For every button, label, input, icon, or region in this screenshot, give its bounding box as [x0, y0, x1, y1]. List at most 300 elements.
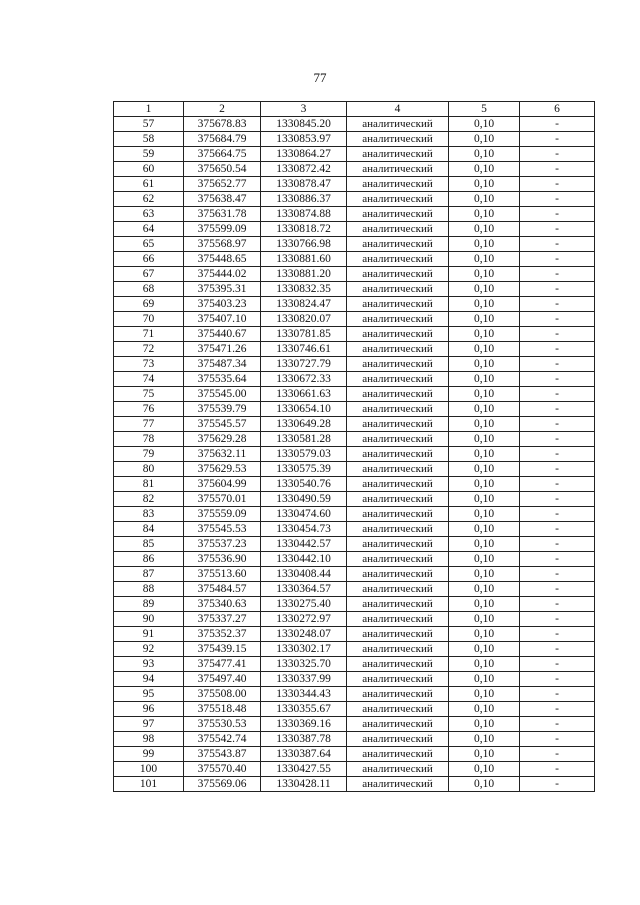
- y-coordinate-cell: 1330248.07: [261, 627, 347, 642]
- table-row: [114, 537, 595, 552]
- y-coordinate-cell: 1330302.17: [261, 642, 347, 657]
- y-coordinate-cell: 1330853.97: [261, 132, 347, 147]
- point-number-cell: 74: [114, 372, 184, 387]
- accuracy-cell: 0,10: [449, 327, 520, 342]
- header-row: [114, 102, 595, 117]
- y-coordinate-cell: 1330654.10: [261, 402, 347, 417]
- note-cell: -: [520, 777, 595, 792]
- y-coordinate-cell: 1330845.20: [261, 117, 347, 132]
- point-number-cell: 83: [114, 507, 184, 522]
- method-cell: аналитический: [347, 747, 449, 762]
- accuracy-cell: 0,10: [449, 252, 520, 267]
- method-cell: аналитический: [347, 147, 449, 162]
- table-row: [114, 357, 595, 372]
- point-number-cell: 71: [114, 327, 184, 342]
- x-coordinate-cell: 375652.77: [184, 177, 261, 192]
- point-number-cell: 60: [114, 162, 184, 177]
- note-cell: -: [520, 252, 595, 267]
- accuracy-cell: 0,10: [449, 702, 520, 717]
- table-row: [114, 207, 595, 222]
- method-cell: аналитический: [347, 327, 449, 342]
- point-number-cell: 67: [114, 267, 184, 282]
- note-cell: -: [520, 177, 595, 192]
- note-cell: -: [520, 717, 595, 732]
- y-coordinate-cell: 1330454.73: [261, 522, 347, 537]
- page-number: 77: [313, 70, 327, 85]
- method-cell: аналитический: [347, 342, 449, 357]
- note-cell: -: [520, 387, 595, 402]
- note-cell: -: [520, 687, 595, 702]
- x-coordinate-cell: 375518.48: [184, 702, 261, 717]
- method-cell: аналитический: [347, 282, 449, 297]
- method-cell: аналитический: [347, 267, 449, 282]
- header-cell-col-4: 4: [347, 102, 449, 117]
- x-coordinate-cell: 375542.74: [184, 732, 261, 747]
- note-cell: -: [520, 747, 595, 762]
- table-row: [114, 597, 595, 612]
- note-cell: -: [520, 582, 595, 597]
- point-number-cell: 97: [114, 717, 184, 732]
- table-row: [114, 177, 595, 192]
- note-cell: -: [520, 552, 595, 567]
- accuracy-cell: 0,10: [449, 732, 520, 747]
- y-coordinate-cell: 1330727.79: [261, 357, 347, 372]
- table-row: [114, 222, 595, 237]
- x-coordinate-cell: 375599.09: [184, 222, 261, 237]
- x-coordinate-cell: 375477.41: [184, 657, 261, 672]
- x-coordinate-cell: 375559.09: [184, 507, 261, 522]
- accuracy-cell: 0,10: [449, 627, 520, 642]
- accuracy-cell: 0,10: [449, 177, 520, 192]
- point-number-cell: 84: [114, 522, 184, 537]
- table-row: [114, 687, 595, 702]
- point-number-cell: 99: [114, 747, 184, 762]
- method-cell: аналитический: [347, 402, 449, 417]
- method-cell: аналитический: [347, 492, 449, 507]
- note-cell: -: [520, 702, 595, 717]
- y-coordinate-cell: 1330490.59: [261, 492, 347, 507]
- x-coordinate-cell: 375604.99: [184, 477, 261, 492]
- method-cell: аналитический: [347, 537, 449, 552]
- point-number-cell: 58: [114, 132, 184, 147]
- point-number-cell: 59: [114, 147, 184, 162]
- method-cell: аналитический: [347, 417, 449, 432]
- y-coordinate-cell: 1330766.98: [261, 237, 347, 252]
- x-coordinate-cell: 375545.00: [184, 387, 261, 402]
- method-cell: аналитический: [347, 597, 449, 612]
- x-coordinate-cell: 375569.06: [184, 777, 261, 792]
- x-coordinate-cell: 375340.63: [184, 597, 261, 612]
- method-cell: аналитический: [347, 357, 449, 372]
- table-row: [114, 327, 595, 342]
- table-row: [114, 312, 595, 327]
- x-coordinate-cell: 375568.97: [184, 237, 261, 252]
- note-cell: -: [520, 612, 595, 627]
- method-cell: аналитический: [347, 162, 449, 177]
- table-row: [114, 192, 595, 207]
- y-coordinate-cell: 1330275.40: [261, 597, 347, 612]
- x-coordinate-cell: 375543.87: [184, 747, 261, 762]
- method-cell: аналитический: [347, 297, 449, 312]
- note-cell: -: [520, 447, 595, 462]
- accuracy-cell: 0,10: [449, 402, 520, 417]
- x-coordinate-cell: 375629.28: [184, 432, 261, 447]
- point-number-cell: 81: [114, 477, 184, 492]
- y-coordinate-cell: 1330387.64: [261, 747, 347, 762]
- y-coordinate-cell: 1330442.57: [261, 537, 347, 552]
- table-row: [114, 702, 595, 717]
- point-number-cell: 72: [114, 342, 184, 357]
- table-row: [114, 747, 595, 762]
- point-number-cell: 70: [114, 312, 184, 327]
- point-number-cell: 68: [114, 282, 184, 297]
- method-cell: аналитический: [347, 477, 449, 492]
- point-number-cell: 85: [114, 537, 184, 552]
- note-cell: -: [520, 222, 595, 237]
- x-coordinate-cell: 375539.79: [184, 402, 261, 417]
- note-cell: -: [520, 492, 595, 507]
- point-number-cell: 57: [114, 117, 184, 132]
- table-row: [114, 552, 595, 567]
- accuracy-cell: 0,10: [449, 117, 520, 132]
- method-cell: аналитический: [347, 207, 449, 222]
- method-cell: аналитический: [347, 612, 449, 627]
- x-coordinate-cell: 375497.40: [184, 672, 261, 687]
- x-coordinate-cell: 375536.90: [184, 552, 261, 567]
- accuracy-cell: 0,10: [449, 492, 520, 507]
- note-cell: -: [520, 297, 595, 312]
- point-number-cell: 65: [114, 237, 184, 252]
- note-cell: -: [520, 342, 595, 357]
- y-coordinate-cell: 1330864.27: [261, 147, 347, 162]
- accuracy-cell: 0,10: [449, 237, 520, 252]
- note-cell: -: [520, 327, 595, 342]
- x-coordinate-cell: 375570.40: [184, 762, 261, 777]
- accuracy-cell: 0,10: [449, 522, 520, 537]
- method-cell: аналитический: [347, 462, 449, 477]
- y-coordinate-cell: 1330579.03: [261, 447, 347, 462]
- table-row: [114, 282, 595, 297]
- point-number-cell: 101: [114, 777, 184, 792]
- method-cell: аналитический: [347, 192, 449, 207]
- point-number-cell: 66: [114, 252, 184, 267]
- note-cell: -: [520, 192, 595, 207]
- accuracy-cell: 0,10: [449, 162, 520, 177]
- method-cell: аналитический: [347, 522, 449, 537]
- note-cell: -: [520, 507, 595, 522]
- note-cell: -: [520, 357, 595, 372]
- table-row: [114, 642, 595, 657]
- method-cell: аналитический: [347, 627, 449, 642]
- table-row: [114, 582, 595, 597]
- note-cell: -: [520, 402, 595, 417]
- table-row: [114, 447, 595, 462]
- point-number-cell: 62: [114, 192, 184, 207]
- x-coordinate-cell: 375407.10: [184, 312, 261, 327]
- y-coordinate-cell: 1330672.33: [261, 372, 347, 387]
- table-row: [114, 627, 595, 642]
- accuracy-cell: 0,10: [449, 372, 520, 387]
- x-coordinate-cell: 375537.23: [184, 537, 261, 552]
- table-row: [114, 567, 595, 582]
- y-coordinate-cell: 1330874.88: [261, 207, 347, 222]
- accuracy-cell: 0,10: [449, 447, 520, 462]
- x-coordinate-cell: 375629.53: [184, 462, 261, 477]
- note-cell: -: [520, 267, 595, 282]
- table-row: [114, 762, 595, 777]
- accuracy-cell: 0,10: [449, 717, 520, 732]
- note-cell: -: [520, 522, 595, 537]
- x-coordinate-cell: 375513.60: [184, 567, 261, 582]
- accuracy-cell: 0,10: [449, 777, 520, 792]
- y-coordinate-cell: 1330746.61: [261, 342, 347, 357]
- point-number-cell: 82: [114, 492, 184, 507]
- point-number-cell: 80: [114, 462, 184, 477]
- point-number-cell: 78: [114, 432, 184, 447]
- y-coordinate-cell: 1330575.39: [261, 462, 347, 477]
- y-coordinate-cell: 1330881.20: [261, 267, 347, 282]
- accuracy-cell: 0,10: [449, 147, 520, 162]
- y-coordinate-cell: 1330272.97: [261, 612, 347, 627]
- accuracy-cell: 0,10: [449, 267, 520, 282]
- note-cell: -: [520, 627, 595, 642]
- table-row: [114, 522, 595, 537]
- method-cell: аналитический: [347, 447, 449, 462]
- y-coordinate-cell: 1330878.47: [261, 177, 347, 192]
- accuracy-cell: 0,10: [449, 597, 520, 612]
- x-coordinate-cell: 375440.67: [184, 327, 261, 342]
- table-row: [114, 717, 595, 732]
- point-number-cell: 73: [114, 357, 184, 372]
- method-cell: аналитический: [347, 702, 449, 717]
- method-cell: аналитический: [347, 717, 449, 732]
- note-cell: -: [520, 417, 595, 432]
- header-cell-col-6: 6: [520, 102, 595, 117]
- method-cell: аналитический: [347, 552, 449, 567]
- point-number-cell: 76: [114, 402, 184, 417]
- point-number-cell: 87: [114, 567, 184, 582]
- point-number-cell: 77: [114, 417, 184, 432]
- table-row: [114, 132, 595, 147]
- y-coordinate-cell: 1330369.16: [261, 717, 347, 732]
- method-cell: аналитический: [347, 777, 449, 792]
- point-number-cell: 92: [114, 642, 184, 657]
- note-cell: -: [520, 657, 595, 672]
- accuracy-cell: 0,10: [449, 207, 520, 222]
- header-cell-col-3: 3: [261, 102, 347, 117]
- accuracy-cell: 0,10: [449, 507, 520, 522]
- method-cell: аналитический: [347, 372, 449, 387]
- method-cell: аналитический: [347, 117, 449, 132]
- accuracy-cell: 0,10: [449, 687, 520, 702]
- y-coordinate-cell: 1330428.11: [261, 777, 347, 792]
- method-cell: аналитический: [347, 132, 449, 147]
- note-cell: -: [520, 147, 595, 162]
- point-number-cell: 93: [114, 657, 184, 672]
- y-coordinate-cell: 1330344.43: [261, 687, 347, 702]
- y-coordinate-cell: 1330355.67: [261, 702, 347, 717]
- note-cell: -: [520, 567, 595, 582]
- point-number-cell: 79: [114, 447, 184, 462]
- x-coordinate-cell: 375352.37: [184, 627, 261, 642]
- table-row: [114, 372, 595, 387]
- table-row: [114, 267, 595, 282]
- point-number-cell: 88: [114, 582, 184, 597]
- method-cell: аналитический: [347, 762, 449, 777]
- x-coordinate-cell: 375632.11: [184, 447, 261, 462]
- y-coordinate-cell: 1330325.70: [261, 657, 347, 672]
- accuracy-cell: 0,10: [449, 582, 520, 597]
- header-cell-col-2: 2: [184, 102, 261, 117]
- method-cell: аналитический: [347, 177, 449, 192]
- x-coordinate-cell: 375439.15: [184, 642, 261, 657]
- x-coordinate-cell: 375444.02: [184, 267, 261, 282]
- note-cell: -: [520, 282, 595, 297]
- table-header: [114, 102, 595, 117]
- accuracy-cell: 0,10: [449, 477, 520, 492]
- accuracy-cell: 0,10: [449, 552, 520, 567]
- point-number-cell: 95: [114, 687, 184, 702]
- note-cell: -: [520, 207, 595, 222]
- x-coordinate-cell: 375508.00: [184, 687, 261, 702]
- point-number-cell: 98: [114, 732, 184, 747]
- accuracy-cell: 0,10: [449, 342, 520, 357]
- accuracy-cell: 0,10: [449, 762, 520, 777]
- y-coordinate-cell: 1330781.85: [261, 327, 347, 342]
- table-row: [114, 462, 595, 477]
- x-coordinate-cell: 375395.31: [184, 282, 261, 297]
- x-coordinate-cell: 375337.27: [184, 612, 261, 627]
- note-cell: -: [520, 762, 595, 777]
- y-coordinate-cell: 1330364.57: [261, 582, 347, 597]
- x-coordinate-cell: 375631.78: [184, 207, 261, 222]
- note-cell: -: [520, 537, 595, 552]
- table-row: [114, 492, 595, 507]
- table-row: [114, 297, 595, 312]
- y-coordinate-cell: 1330474.60: [261, 507, 347, 522]
- method-cell: аналитический: [347, 387, 449, 402]
- y-coordinate-cell: 1330649.28: [261, 417, 347, 432]
- table-row: [114, 237, 595, 252]
- y-coordinate-cell: 1330818.72: [261, 222, 347, 237]
- point-number-cell: 96: [114, 702, 184, 717]
- accuracy-cell: 0,10: [449, 132, 520, 147]
- y-coordinate-cell: 1330408.44: [261, 567, 347, 582]
- point-number-cell: 75: [114, 387, 184, 402]
- method-cell: аналитический: [347, 687, 449, 702]
- y-coordinate-cell: 1330427.55: [261, 762, 347, 777]
- note-cell: -: [520, 462, 595, 477]
- note-cell: -: [520, 117, 595, 132]
- x-coordinate-cell: 375684.79: [184, 132, 261, 147]
- x-coordinate-cell: 375448.65: [184, 252, 261, 267]
- table-row: [114, 342, 595, 357]
- note-cell: -: [520, 132, 595, 147]
- accuracy-cell: 0,10: [449, 612, 520, 627]
- point-number-cell: 64: [114, 222, 184, 237]
- table-row: [114, 732, 595, 747]
- y-coordinate-cell: 1330832.35: [261, 282, 347, 297]
- method-cell: аналитический: [347, 432, 449, 447]
- point-number-cell: 61: [114, 177, 184, 192]
- accuracy-cell: 0,10: [449, 642, 520, 657]
- accuracy-cell: 0,10: [449, 432, 520, 447]
- point-number-cell: 100: [114, 762, 184, 777]
- accuracy-cell: 0,10: [449, 567, 520, 582]
- method-cell: аналитический: [347, 582, 449, 597]
- method-cell: аналитический: [347, 237, 449, 252]
- accuracy-cell: 0,10: [449, 537, 520, 552]
- accuracy-cell: 0,10: [449, 747, 520, 762]
- accuracy-cell: 0,10: [449, 357, 520, 372]
- method-cell: аналитический: [347, 507, 449, 522]
- note-cell: -: [520, 372, 595, 387]
- point-number-cell: 69: [114, 297, 184, 312]
- note-cell: -: [520, 162, 595, 177]
- table-row: [114, 612, 595, 627]
- table-row: [114, 417, 595, 432]
- x-coordinate-cell: 375545.53: [184, 522, 261, 537]
- y-coordinate-cell: 1330886.37: [261, 192, 347, 207]
- point-number-cell: 86: [114, 552, 184, 567]
- y-coordinate-cell: 1330881.60: [261, 252, 347, 267]
- note-cell: -: [520, 597, 595, 612]
- point-number-cell: 89: [114, 597, 184, 612]
- table-row: [114, 117, 595, 132]
- table-body: [114, 117, 595, 792]
- x-coordinate-cell: 375403.23: [184, 297, 261, 312]
- accuracy-cell: 0,10: [449, 222, 520, 237]
- x-coordinate-cell: 375664.75: [184, 147, 261, 162]
- method-cell: аналитический: [347, 222, 449, 237]
- table-row: [114, 147, 595, 162]
- table-row: [114, 252, 595, 267]
- y-coordinate-cell: 1330824.47: [261, 297, 347, 312]
- table-row: [114, 432, 595, 447]
- note-cell: -: [520, 237, 595, 252]
- x-coordinate-cell: 375487.34: [184, 357, 261, 372]
- table-row: [114, 507, 595, 522]
- method-cell: аналитический: [347, 657, 449, 672]
- x-coordinate-cell: 375545.57: [184, 417, 261, 432]
- y-coordinate-cell: 1330337.99: [261, 672, 347, 687]
- x-coordinate-cell: 375570.01: [184, 492, 261, 507]
- accuracy-cell: 0,10: [449, 387, 520, 402]
- point-number-cell: 91: [114, 627, 184, 642]
- x-coordinate-cell: 375484.57: [184, 582, 261, 597]
- y-coordinate-cell: 1330661.63: [261, 387, 347, 402]
- y-coordinate-cell: 1330581.28: [261, 432, 347, 447]
- accuracy-cell: 0,10: [449, 417, 520, 432]
- table-row: [114, 387, 595, 402]
- coordinates-table: [113, 101, 595, 792]
- x-coordinate-cell: 375535.64: [184, 372, 261, 387]
- x-coordinate-cell: 375650.54: [184, 162, 261, 177]
- note-cell: -: [520, 732, 595, 747]
- y-coordinate-cell: 1330540.76: [261, 477, 347, 492]
- table-row: [114, 672, 595, 687]
- point-number-cell: 63: [114, 207, 184, 222]
- accuracy-cell: 0,10: [449, 297, 520, 312]
- note-cell: -: [520, 672, 595, 687]
- x-coordinate-cell: 375471.26: [184, 342, 261, 357]
- accuracy-cell: 0,10: [449, 462, 520, 477]
- note-cell: -: [520, 642, 595, 657]
- accuracy-cell: 0,10: [449, 192, 520, 207]
- x-coordinate-cell: 375678.83: [184, 117, 261, 132]
- y-coordinate-cell: 1330442.10: [261, 552, 347, 567]
- table-row: [114, 477, 595, 492]
